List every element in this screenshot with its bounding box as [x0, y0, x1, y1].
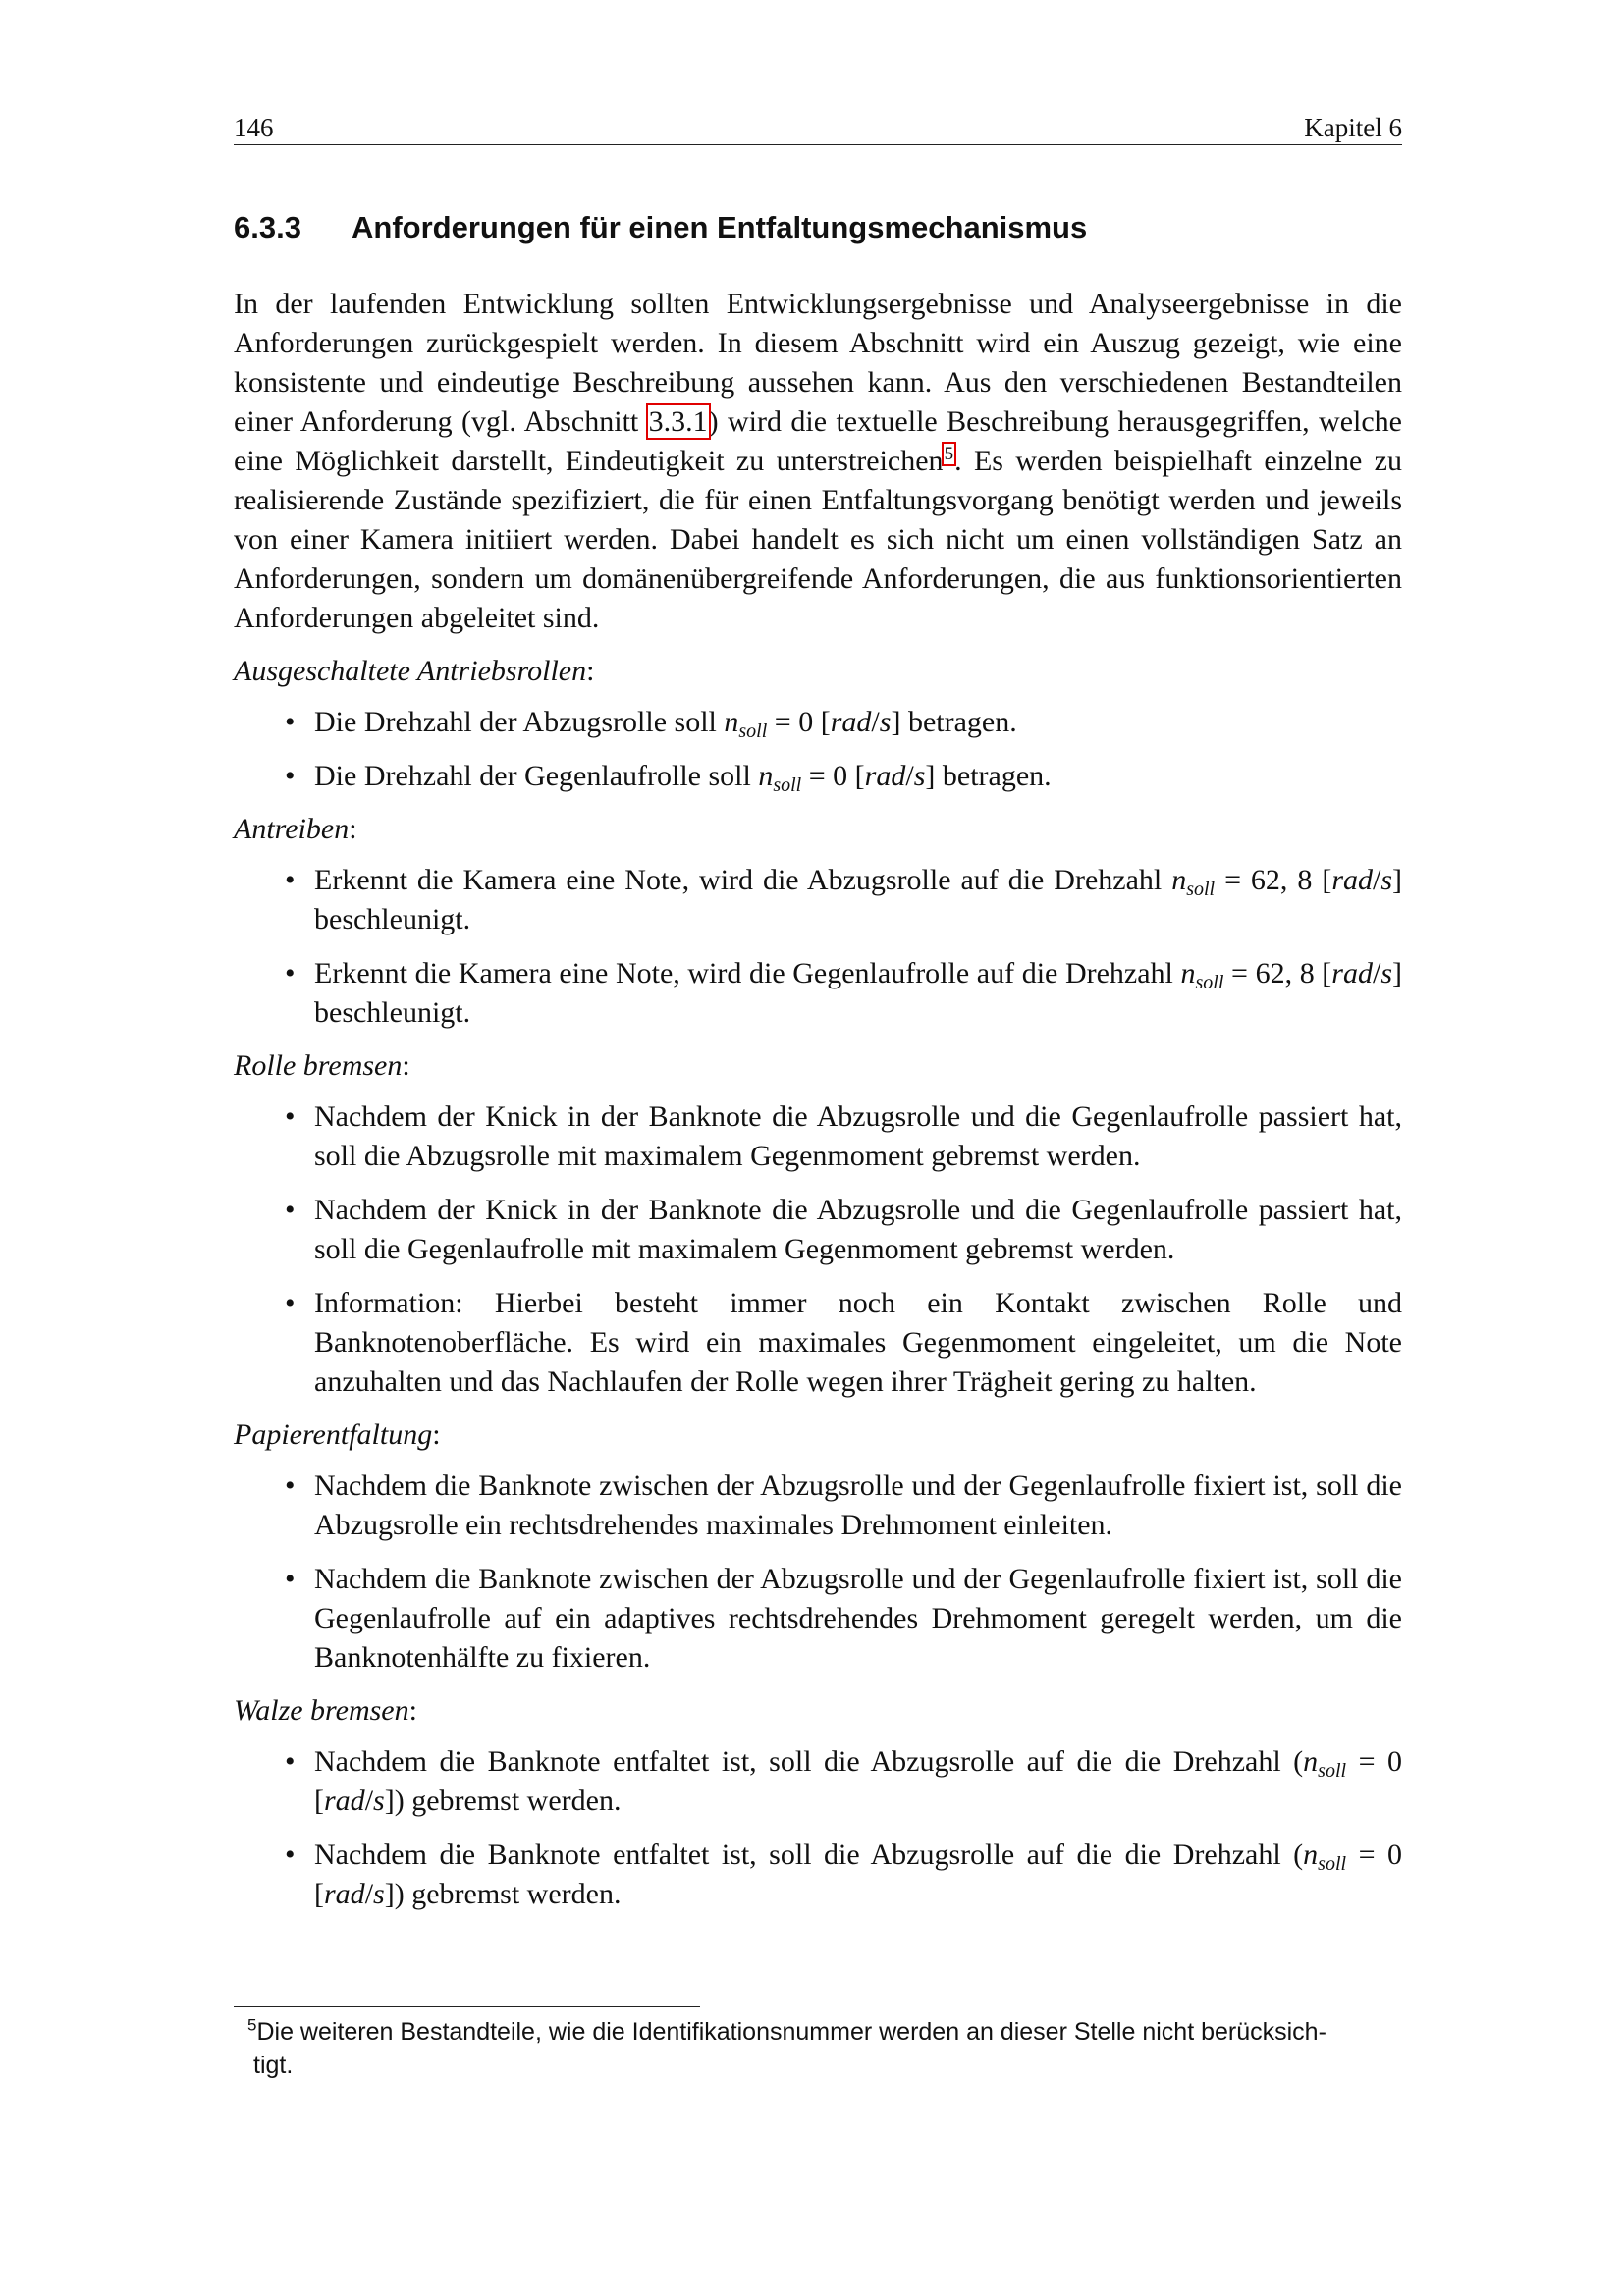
- intro-paragraph: In der laufenden Entwicklung sollten Entwicklungsergebnisse und Analyseergebnisse in die Anforderungen zurückgespielt werden. In diesem Abschnitt wird ein Auszug gezeigt, wie eine konsistente und eindeutige Beschreibung aussehen kann. Aus den verschiedenen Bestandteilen einer Anforderung (vgl. Abschnitt 3.3.1) wird die textuelle Beschreibung herausgegriffen, welche eine Möglichkeit darstellt, Eindeutigkeit zu unterstreichen$^5$. Es werden beispielhaft einzelne zu realisierende Zustände spezifiziert, die für einen Entfaltungsvorgang benötigt werden und jeweils von einer Kamera initiiert werden. Dabei handelt es sich nicht um einen vollständigen Satz an Anforderungen, sondern um domänenübergreifende Anforderungen, die aus funktionsorientierten Anforderungen abgeleitet sind.: [234, 288, 1402, 634]
- bullet: •: [285, 760, 296, 792]
- chapter-label: Kapitel 6: [1304, 113, 1402, 142]
- list-item: • Die Drehzahl der Abzugsrolle soll $n_{soll} = 0$ [rad/s] betragen.: [234, 703, 1402, 742]
- bullet: •: [285, 864, 296, 896]
- section-heading: [234, 208, 1402, 247]
- bullet: •: [285, 957, 296, 989]
- running-header: [234, 111, 1402, 145]
- list-item: • Die Drehzahl der Gegenlaufrolle soll $n_{soll} = 0$ [rad/s] betragen.: [234, 757, 1402, 796]
- requirement-list: [234, 1097, 1402, 1402]
- requirement-list: [234, 1742, 1402, 1914]
- footnote: [247, 2015, 1402, 2082]
- bullet: •: [285, 1563, 296, 1595]
- list-item: • Nachdem die Banknote entfaltet ist, soll die Abzugsrolle auf die die Drehzahl ($n_{soll} = 0$ [rad/s]) gebremst werden.: [234, 1742, 1402, 1821]
- page-number: 146: [234, 113, 274, 142]
- requirement-group-heading: Antreiben:: [234, 813, 357, 845]
- section-number: 6.3.3: [234, 210, 301, 244]
- section-title: Anforderungen für einen Entfaltungsmechanismus: [352, 210, 1088, 244]
- list-item: • Nachdem die Banknote zwischen der Abzugsrolle und der Gegenlaufrolle fixiert ist, soll die Gegenlaufrolle auf ein adaptives rechtsdrehendes Drehmoment geregelt werden, um die Banknotenhälfte zu fixieren.: [234, 1560, 1402, 1678]
- footnote-rule: [234, 2006, 700, 2007]
- requirement-list: [234, 861, 1402, 1033]
- footnote-mark: 5: [247, 2015, 257, 2035]
- requirement-group-heading: Walze bremsen:: [234, 1694, 417, 1727]
- bullet: •: [285, 706, 296, 738]
- list-item: • Nachdem die Banknote entfaltet ist, soll die Abzugsrolle auf die die Drehzahl ($n_{soll} = 0$ [rad/s]) gebremst werden.: [234, 1836, 1402, 1914]
- bullet: •: [285, 1194, 296, 1226]
- list-item: • Nachdem der Knick in der Banknote die Abzugsrolle und die Gegenlaufrolle passiert hat, soll die Abzugsrolle mit maximalem Gegenmoment gebremst werden.: [234, 1097, 1402, 1176]
- body-text: [234, 285, 1402, 1927]
- footnote-text: Die weiteren Bestandteile, wie die Identifikationsnummer werden an dieser Stelle nicht berücksich-: [256, 2018, 1326, 2046]
- footnote-text-continued: tigt.: [253, 2052, 294, 2079]
- requirement-group-heading: Papierentfaltung:: [234, 1418, 441, 1451]
- requirement-group-heading: Ausgeschaltete Antriebsrollen:: [234, 655, 595, 687]
- bullet: •: [285, 1100, 296, 1133]
- bullet: •: [285, 1469, 296, 1502]
- list-item: • Nachdem der Knick in der Banknote die Abzugsrolle und die Gegenlaufrolle passiert hat, soll die Gegenlaufrolle mit maximalem Gegenmoment gebremst werden.: [234, 1191, 1402, 1269]
- list-item: • Information: Hierbei besteht immer noch ein Kontakt zwischen Rolle und Banknotenoberfläche. Es wird ein maximales Gegenmoment eingeleitet, um die Note anzuhalten und das Nachlaufen der Rolle wegen ihrer Trägheit gering zu halten.: [234, 1284, 1402, 1402]
- list-item: • Erkennt die Kamera eine Note, wird die Gegenlaufrolle auf die Drehzahl $n_{soll} = 62$, 8 [rad/s] beschleunigt.: [234, 954, 1402, 1033]
- bullet: •: [285, 1287, 296, 1319]
- list-item: • Nachdem die Banknote zwischen der Abzugsrolle und der Gegenlaufrolle fixiert ist, soll die Abzugsrolle ein rechtsdrehendes maximales Drehmoment einleiten.: [234, 1467, 1402, 1545]
- list-item: • Erkennt die Kamera eine Note, wird die Abzugsrolle auf die Drehzahl $n_{soll} = 62$, 8 [rad/s] beschleunigt.: [234, 861, 1402, 939]
- bullet: •: [285, 1745, 296, 1778]
- section-reference-link[interactable]: 3.3.1: [648, 405, 708, 438]
- bullet: •: [285, 1839, 296, 1871]
- requirement-group-heading: Rolle bremsen:: [234, 1049, 410, 1082]
- requirement-list: [234, 1467, 1402, 1678]
- footnote-reference-link[interactable]: 5: [944, 444, 954, 464]
- requirement-list: [234, 703, 1402, 796]
